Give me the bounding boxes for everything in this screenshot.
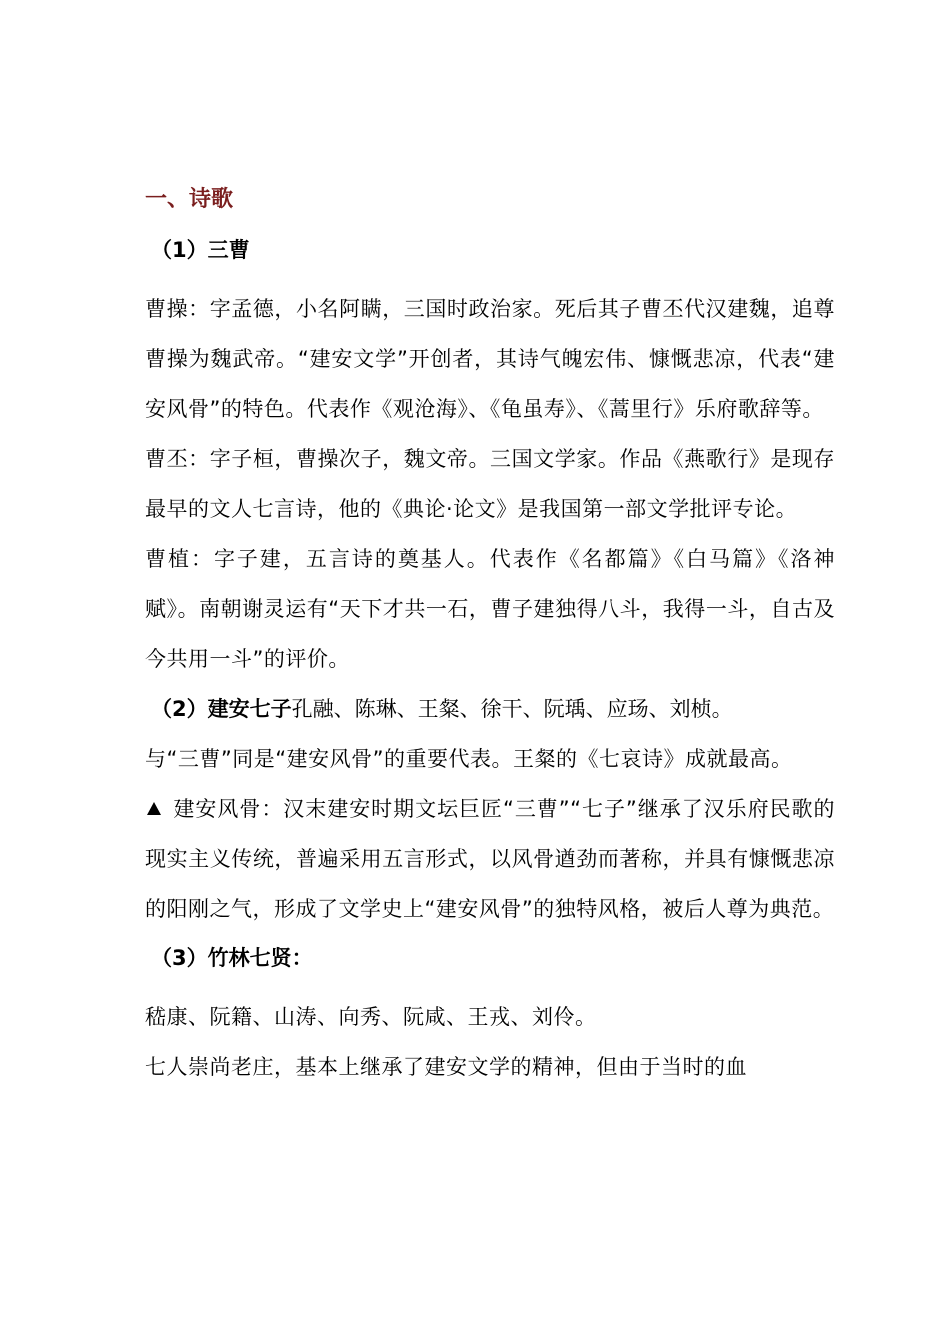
subsection-jianan-seven	[145, 684, 835, 734]
paragraph-jianan-note: 与“三曹”同是“建安风骨”的重要代表。王粲的《七哀诗》成就最高。	[145, 747, 793, 771]
paragraph-bamboo-seven: 七人崇尚老庄，基本上继承了建安文学的精神，但由于当时的血	[145, 1055, 747, 1079]
document-page	[145, 184, 835, 1092]
paragraph-jianan-fenggu	[145, 784, 835, 934]
subsection-title-bamboo-seven: （3）竹林七贤：	[151, 946, 313, 970]
bamboo-seven-members: 嵇康、阮籍、山涛、向秀、阮咸、王戎、刘伶。	[145, 1005, 597, 1029]
jianan-seven-members: 孔融、陈琳、王粲、徐干、阮瑀、应玚、刘桢。	[291, 697, 733, 721]
paragraph-cao-zhi: 曹植：字子建，五言诗的奠基人。代表作《名都篇》《白马篇》《洛神赋》。南朝谢灵运有“天下才共一石，曹子建独得八斗，我得一斗，自古及今共用一斗”的评价。	[145, 547, 835, 671]
triangle-bullet-icon	[147, 802, 161, 815]
paragraph-cao-pi: 曹丕：字子桓，曹操次子，魏文帝。三国文学家。作品《燕歌行》是现存最早的文人七言诗，他的《典论·论文》是我国第一部文学批评专论。	[145, 447, 835, 521]
subsection-title-jianan-seven: （2）建安七子	[151, 697, 292, 721]
fenggu-text: 建安风骨：汉末建安时期文坛巨匠“三曹”“七子”继承了汉乐府民歌的现实主义传统，普遍采用五言形式，以风骨遒劲而著称，并具有慷慨悲凉的阳刚之气，形成了文学史上“建安风骨”的独特风格，被后人尊为典范。	[145, 797, 835, 921]
subsection-title-three-caos: （1）三曹	[151, 238, 250, 262]
paragraph-cao-cao: 曹操：字孟德，小名阿瞒，三国时政治家。死后其子曹丕代汉建魏，追尊曹操为魏武帝。“建安文学”开创者，其诗气魄宏伟、慷慨悲凉，代表“建安风骨”的特色。代表作《观沧海》、《龟虽寿》、《蒿里行》乐府歌辞等。	[145, 297, 835, 421]
section-title-poetry: 一、诗歌	[145, 187, 234, 212]
